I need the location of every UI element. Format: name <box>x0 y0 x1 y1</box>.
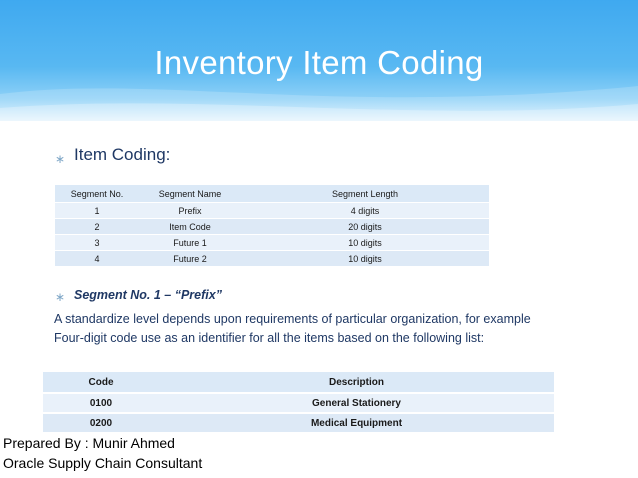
table-row <box>55 251 489 267</box>
segment-no-cell: 4 <box>55 251 139 267</box>
segment-no-cell: 1 <box>55 203 139 219</box>
segment-name-cell: Future 2 <box>139 251 241 267</box>
slide-title: Inventory Item Coding <box>154 44 484 81</box>
segment-name-cell: Prefix <box>139 203 241 219</box>
segment-no-cell: 3 <box>55 235 139 251</box>
description-cell: General Stationery <box>159 393 554 413</box>
segment-no-header: Segment No. <box>55 185 139 203</box>
author-name: Prepared By : Munir Ahmed <box>3 435 175 451</box>
segment-length-header: Segment Length <box>241 185 489 203</box>
bullet-icon: ∗ <box>55 290 66 304</box>
prefix-description: A standardize level depends upon requirements of particular organization, for example Four-digit code use as an identifier for all the items based on the following list: <box>54 312 531 345</box>
segment-name-cell: Item Code <box>139 219 241 235</box>
table-row <box>55 235 489 251</box>
item-coding-heading: Item Coding: <box>74 145 171 164</box>
code-cell: 0200 <box>43 413 159 433</box>
segment-length-cell: 10 digits <box>241 251 489 267</box>
segment-name-header: Segment Name <box>139 185 241 203</box>
segment-table-header <box>55 185 489 203</box>
description-cell: Medical Equipment <box>159 413 554 433</box>
author-title: Oracle Supply Chain Consultant <box>3 455 203 471</box>
segment-name-cell: Future 1 <box>139 235 241 251</box>
segment-length-cell: 10 digits <box>241 235 489 251</box>
segment-length-cell: 20 digits <box>241 219 489 235</box>
code-header: Code <box>43 372 159 393</box>
table-row <box>55 219 489 235</box>
segment-prefix-heading: Segment No. 1 – “Prefix” <box>74 288 222 302</box>
table-row <box>55 203 489 219</box>
code-table <box>43 372 554 434</box>
code-cell: 0100 <box>43 393 159 413</box>
segment-table <box>55 185 489 267</box>
segment-no-cell: 2 <box>55 219 139 235</box>
code-table-header <box>43 372 554 393</box>
author-credit <box>3 433 202 473</box>
title-banner <box>0 0 638 121</box>
description-header: Description <box>159 372 554 393</box>
segment-length-cell: 4 digits <box>241 203 489 219</box>
bullet-icon: ∗ <box>55 152 66 166</box>
table-row <box>43 393 554 413</box>
table-row <box>43 413 554 433</box>
